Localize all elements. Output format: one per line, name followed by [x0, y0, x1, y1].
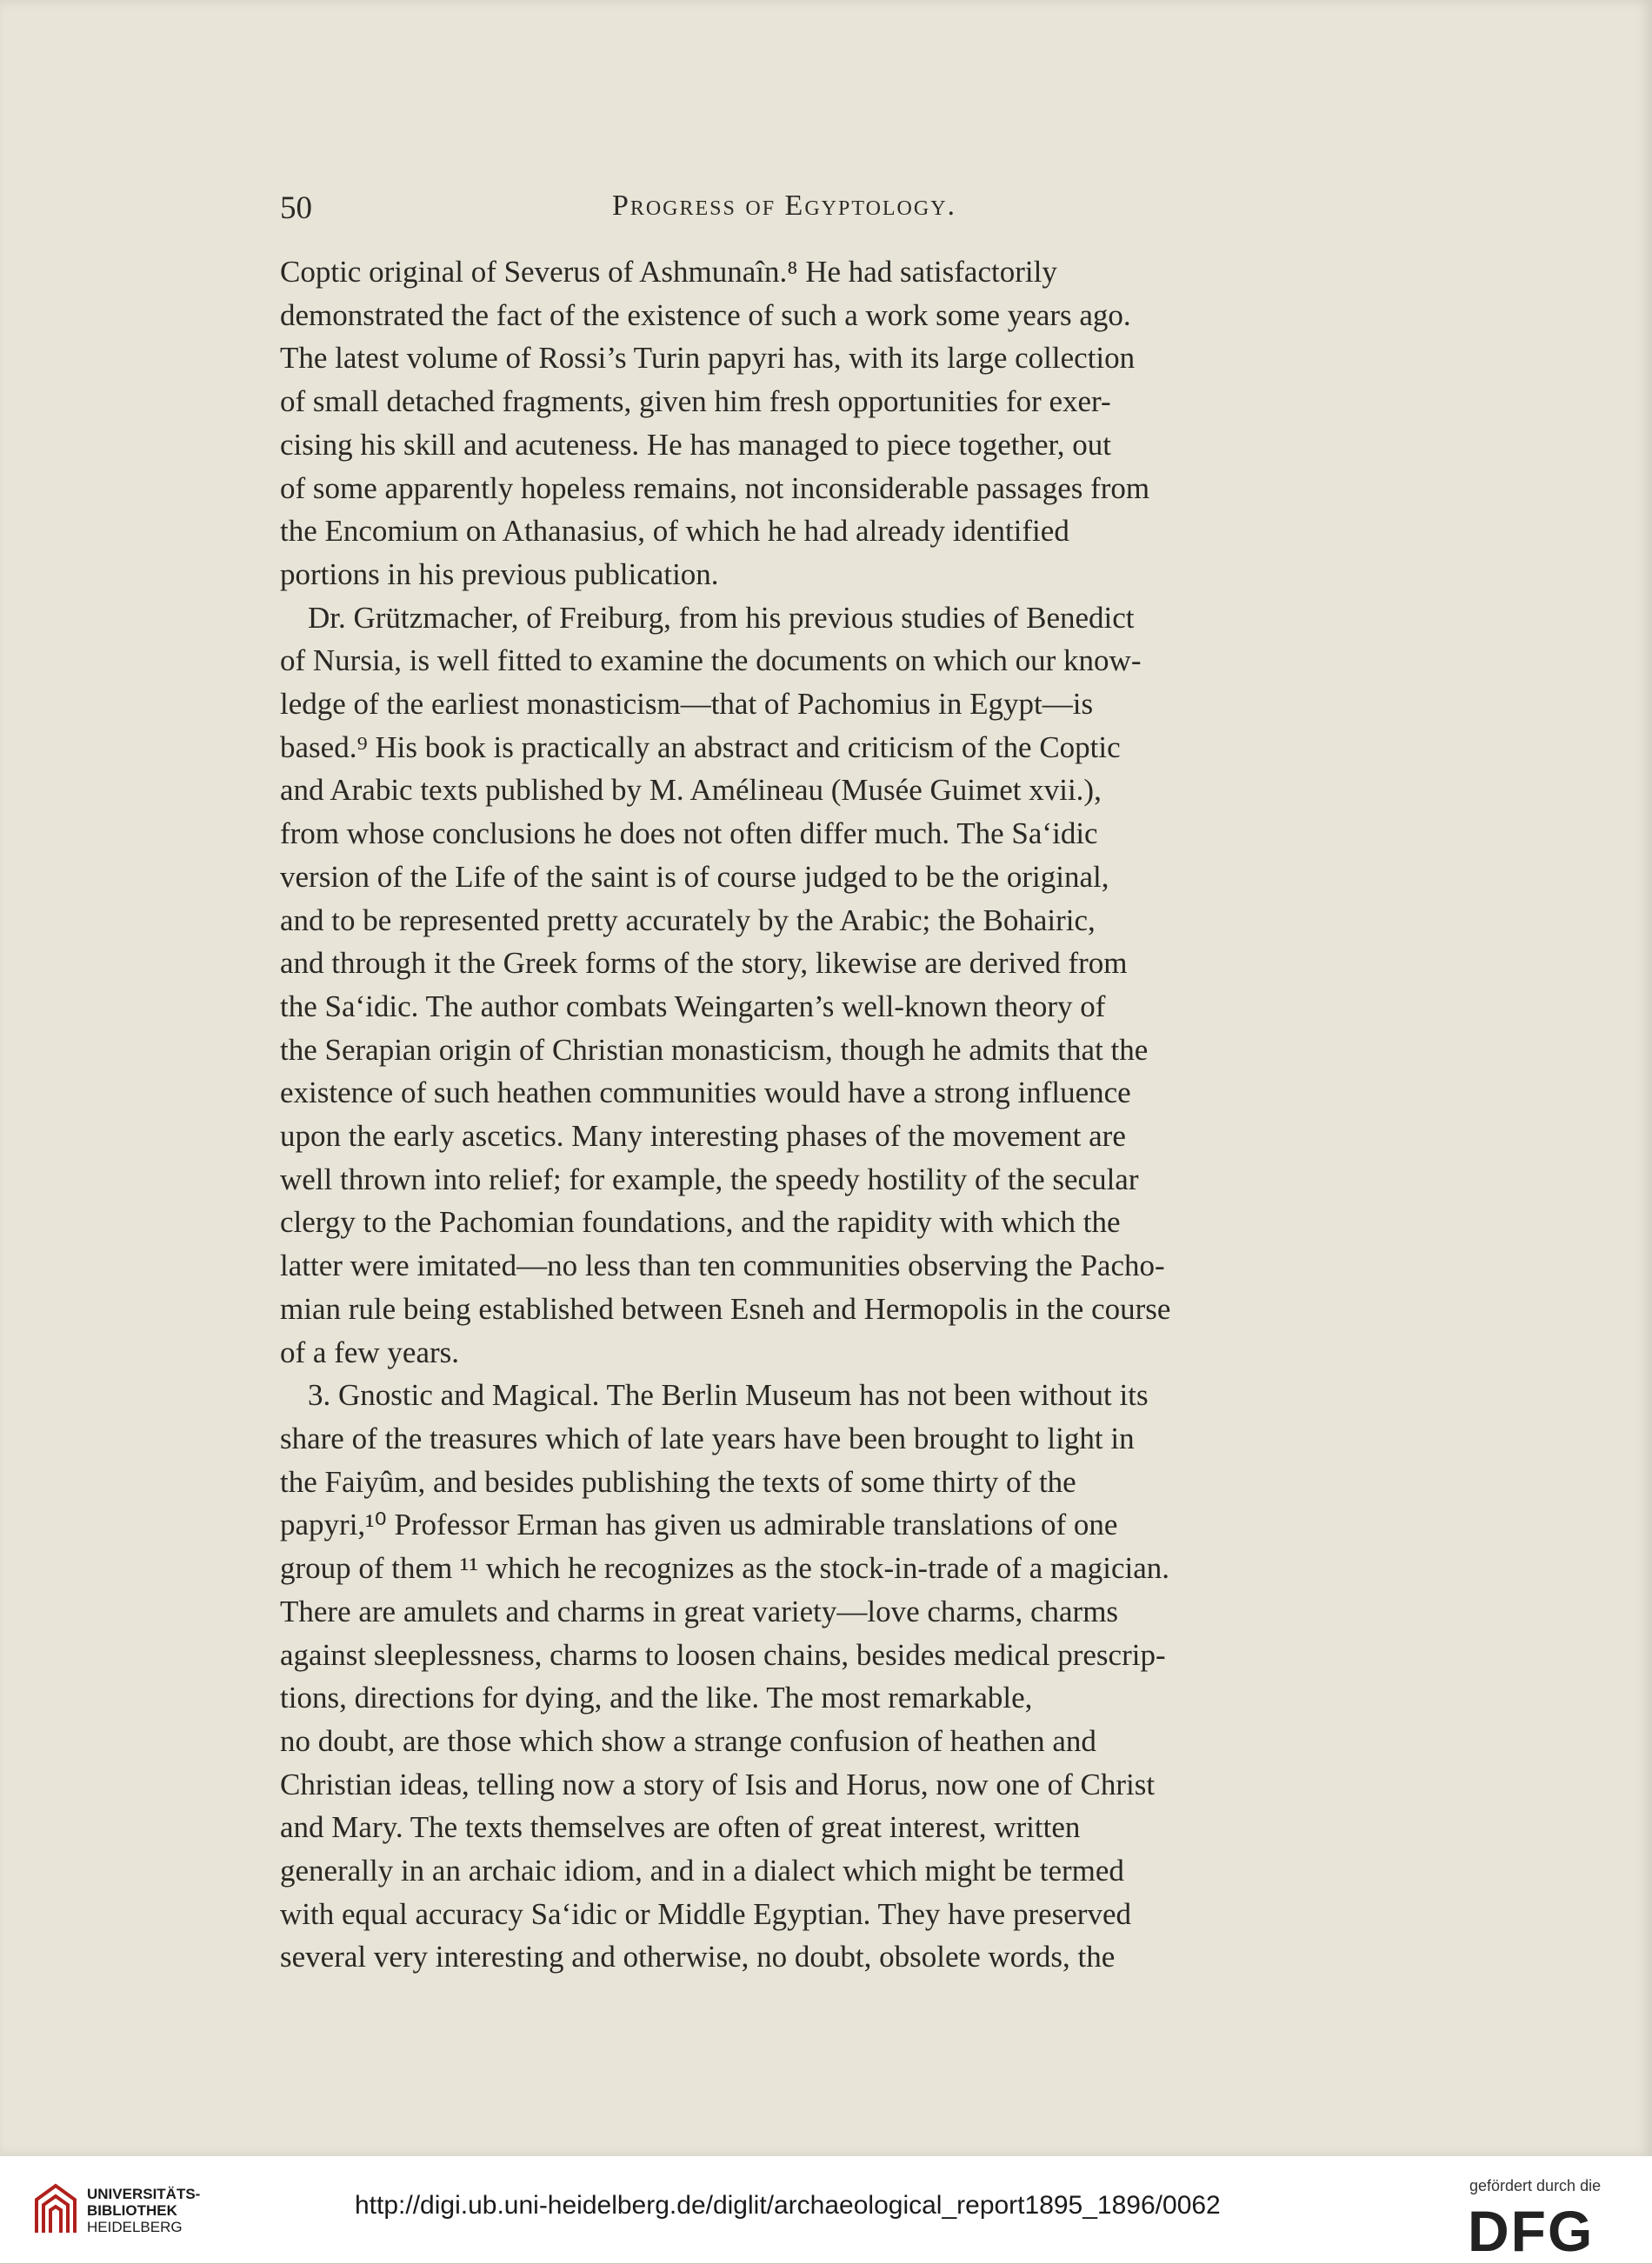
text-line: existence of such heathen communities would have a strong influence	[280, 1075, 1131, 1110]
text-line: version of the Life of the saint is of course judged to be the original,	[280, 859, 1109, 894]
text-line: share of the treasures which of late years have been brought to light in	[280, 1421, 1135, 1455]
text-line: well thrown into relief; for example, the speedy hostility of the secular	[280, 1162, 1139, 1196]
page-header	[280, 190, 1289, 233]
text-line: Dr. Grützmacher, of Freiburg, from his previous studies of Benedict	[308, 600, 1135, 635]
library-name-line: HEIDELBERG	[87, 2219, 183, 2235]
text-line: Coptic original of Severus of Ashmunaîn.⁸ He had satisfactorily	[280, 255, 1057, 289]
running-title: Progress of Egyptology.	[611, 190, 957, 222]
paragraph-3	[280, 1374, 1289, 1979]
library-logo-icon	[30, 2181, 80, 2236]
footer-bar	[0, 2156, 1652, 2263]
paragraph-1	[280, 250, 1289, 596]
text-line: latter were imitated—no less than ten communities observing the Pacho-	[280, 1249, 1165, 1283]
text-line: with equal accuracy Sa‘idic or Middle Egyptian. They have preserved	[280, 1896, 1131, 1931]
text-line: the Encomium on Athanasius, of which he had already identified	[280, 514, 1069, 549]
text-line: several very interesting and otherwise, no doubt, obsolete words, the	[280, 1940, 1116, 1974]
text-line: group of them ¹¹ which he recognizes as the stock-in-trade of a magician.	[280, 1551, 1169, 1586]
paragraph-2	[280, 596, 1289, 1375]
page-number: 50	[280, 190, 312, 226]
text-line: ledge of the earliest monasticism—that of Pachomius in Egypt—is	[280, 687, 1094, 722]
text-line: There are amulets and charms in great variety—love charms, charms	[280, 1594, 1119, 1628]
text-line: the Serapian origin of Christian monasticism, though he admits that the	[280, 1032, 1149, 1067]
text-line: demonstrated the fact of the existence of such a work some years ago.	[280, 297, 1131, 332]
text-line: mian rule being established between Esneh and Hermopolis in the course	[280, 1291, 1171, 1326]
text-line: the Faiyûm, and besides publishing the texts of some thirty of the	[280, 1464, 1076, 1499]
text-line: upon the early ascetics. Many interesting phases of the movement are	[280, 1119, 1126, 1154]
text-line: no doubt, are those which show a strange confusion of heathen and	[280, 1723, 1096, 1758]
text-line: of small detached fragments, given him fresh opportunities for exer-	[280, 384, 1111, 419]
text-line: from whose conclusions he does not often differ much. The Sa‘idic	[280, 816, 1098, 851]
permalink-url[interactable]: http://digi.ub.uni-heidelberg.de/diglit/archaeological_report1895_1896/0062	[355, 2191, 1221, 2220]
text-line: and Arabic texts published by M. Amélineau (Musée Guimet xvii.),	[280, 773, 1102, 808]
text-line: based.⁹ His book is practically an abstract and criticism of the Coptic	[280, 729, 1121, 764]
text-line: of some apparently hopeless remains, not inconsiderable passages from	[280, 470, 1150, 505]
body-text	[280, 250, 1289, 1979]
library-name-line: UNIVERSITÄTS-	[87, 2186, 201, 2202]
text-line: the Sa‘idic. The author combats Weingarten’s well-known theory of	[280, 989, 1106, 1023]
text-line: portions in his previous publication.	[280, 556, 719, 591]
text-line: The latest volume of Rossi’s Turin papyri has, with its large collection	[280, 341, 1136, 376]
text-line: of a few years.	[280, 1335, 460, 1369]
library-name-line: BIBLIOTHEK	[87, 2202, 177, 2219]
text-line: and through it the Greek forms of the story, likewise are derived from	[280, 946, 1128, 981]
text-line: generally in an archaic idiom, and in a dialect which might be termed	[280, 1854, 1124, 1888]
dfg-logo: DFG	[1468, 2199, 1595, 2263]
text-line: clergy to the Pachomian foundations, and the rapidity with which the	[280, 1205, 1121, 1240]
text-line: Christian ideas, telling now a story of Isis and Horus, now one of Christ	[280, 1767, 1156, 1801]
text-line: and to be represented pretty accurately by the Arabic; the Bohairic,	[280, 902, 1096, 937]
funded-by-label: gefördert durch die	[1469, 2177, 1602, 2194]
library-name	[87, 2186, 200, 2235]
text-line: 3. Gnostic and Magical. The Berlin Museum has not been without its	[308, 1378, 1149, 1413]
text-line: tions, directions for dying, and the like. The most remarkable,	[280, 1681, 1033, 1715]
text-line: cising his skill and acuteness. He has managed to piece together, out	[280, 427, 1111, 462]
text-line: and Mary. The texts themselves are often of great interest, written	[280, 1810, 1081, 1845]
text-line: against sleeplessness, charms to loosen chains, besides medical prescrip-	[280, 1637, 1166, 1672]
text-line: papyri,¹⁰ Professor Erman has given us admirable translations of one	[280, 1508, 1118, 1542]
text-line: of Nursia, is well fitted to examine the documents on which our know-	[280, 643, 1142, 678]
